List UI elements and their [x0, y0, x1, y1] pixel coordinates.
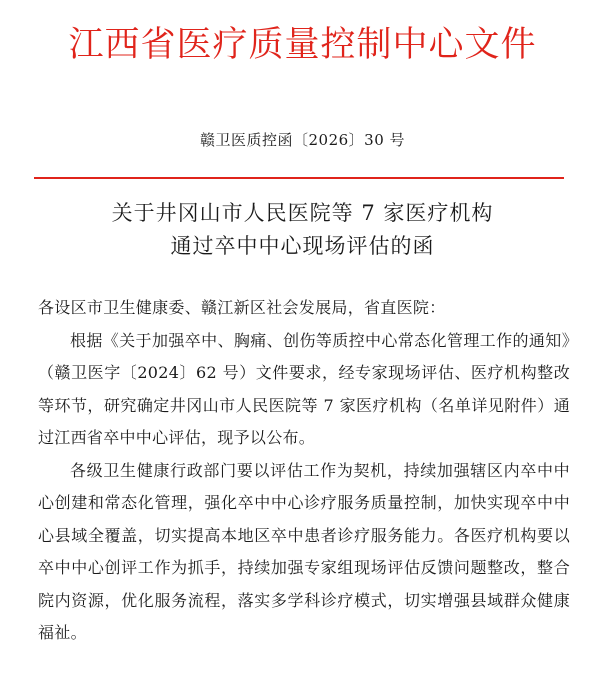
document-body — [38, 292, 570, 650]
issuer-heading: 江西省医疗质量控制中心文件 — [68, 25, 537, 65]
title-line-1: 关于井冈山市人民医院等 7 家医疗机构 — [111, 201, 494, 225]
red-divider-line — [34, 177, 564, 179]
body-paragraph-1: 根据《关于加强卒中、胸痛、创伤等质控中心常态化管理工作的通知》（赣卫医字〔2024〕62 号）文件要求，经专家现场评估、医疗机构整改等环节，研究确定井冈山市人民医院等 7 家医疗机构（名单详见附件）通过江西省卒中中心评估，现予以公布。 — [38, 330, 570, 447]
title-line-2: 通过卒中中心现场评估的函 — [170, 234, 435, 258]
body-paragraph-2: 各级卫生健康行政部门要以评估工作为契机，持续加强辖区内卒中中心创建和常态化管理，强化卒中中心诊疗服务质量控制，加快实现卒中中心县域全覆盖，切实提高本地区卒中患者诊疗服务能力。各医疗机构要以卒中中心创评工作为抓手，持续加强专家组现场评估反馈问题整改，整合院内资源，优化服务流程，落实多学科诊疗模式，切实增强县域群众健康福祉。 — [38, 460, 570, 642]
document-number: 赣卫医质控函〔2026〕30 号 — [199, 131, 406, 149]
document-title — [0, 197, 605, 263]
salutation: 各设区市卫生健康委、赣江新区社会发展局，省直医院： — [38, 298, 446, 317]
